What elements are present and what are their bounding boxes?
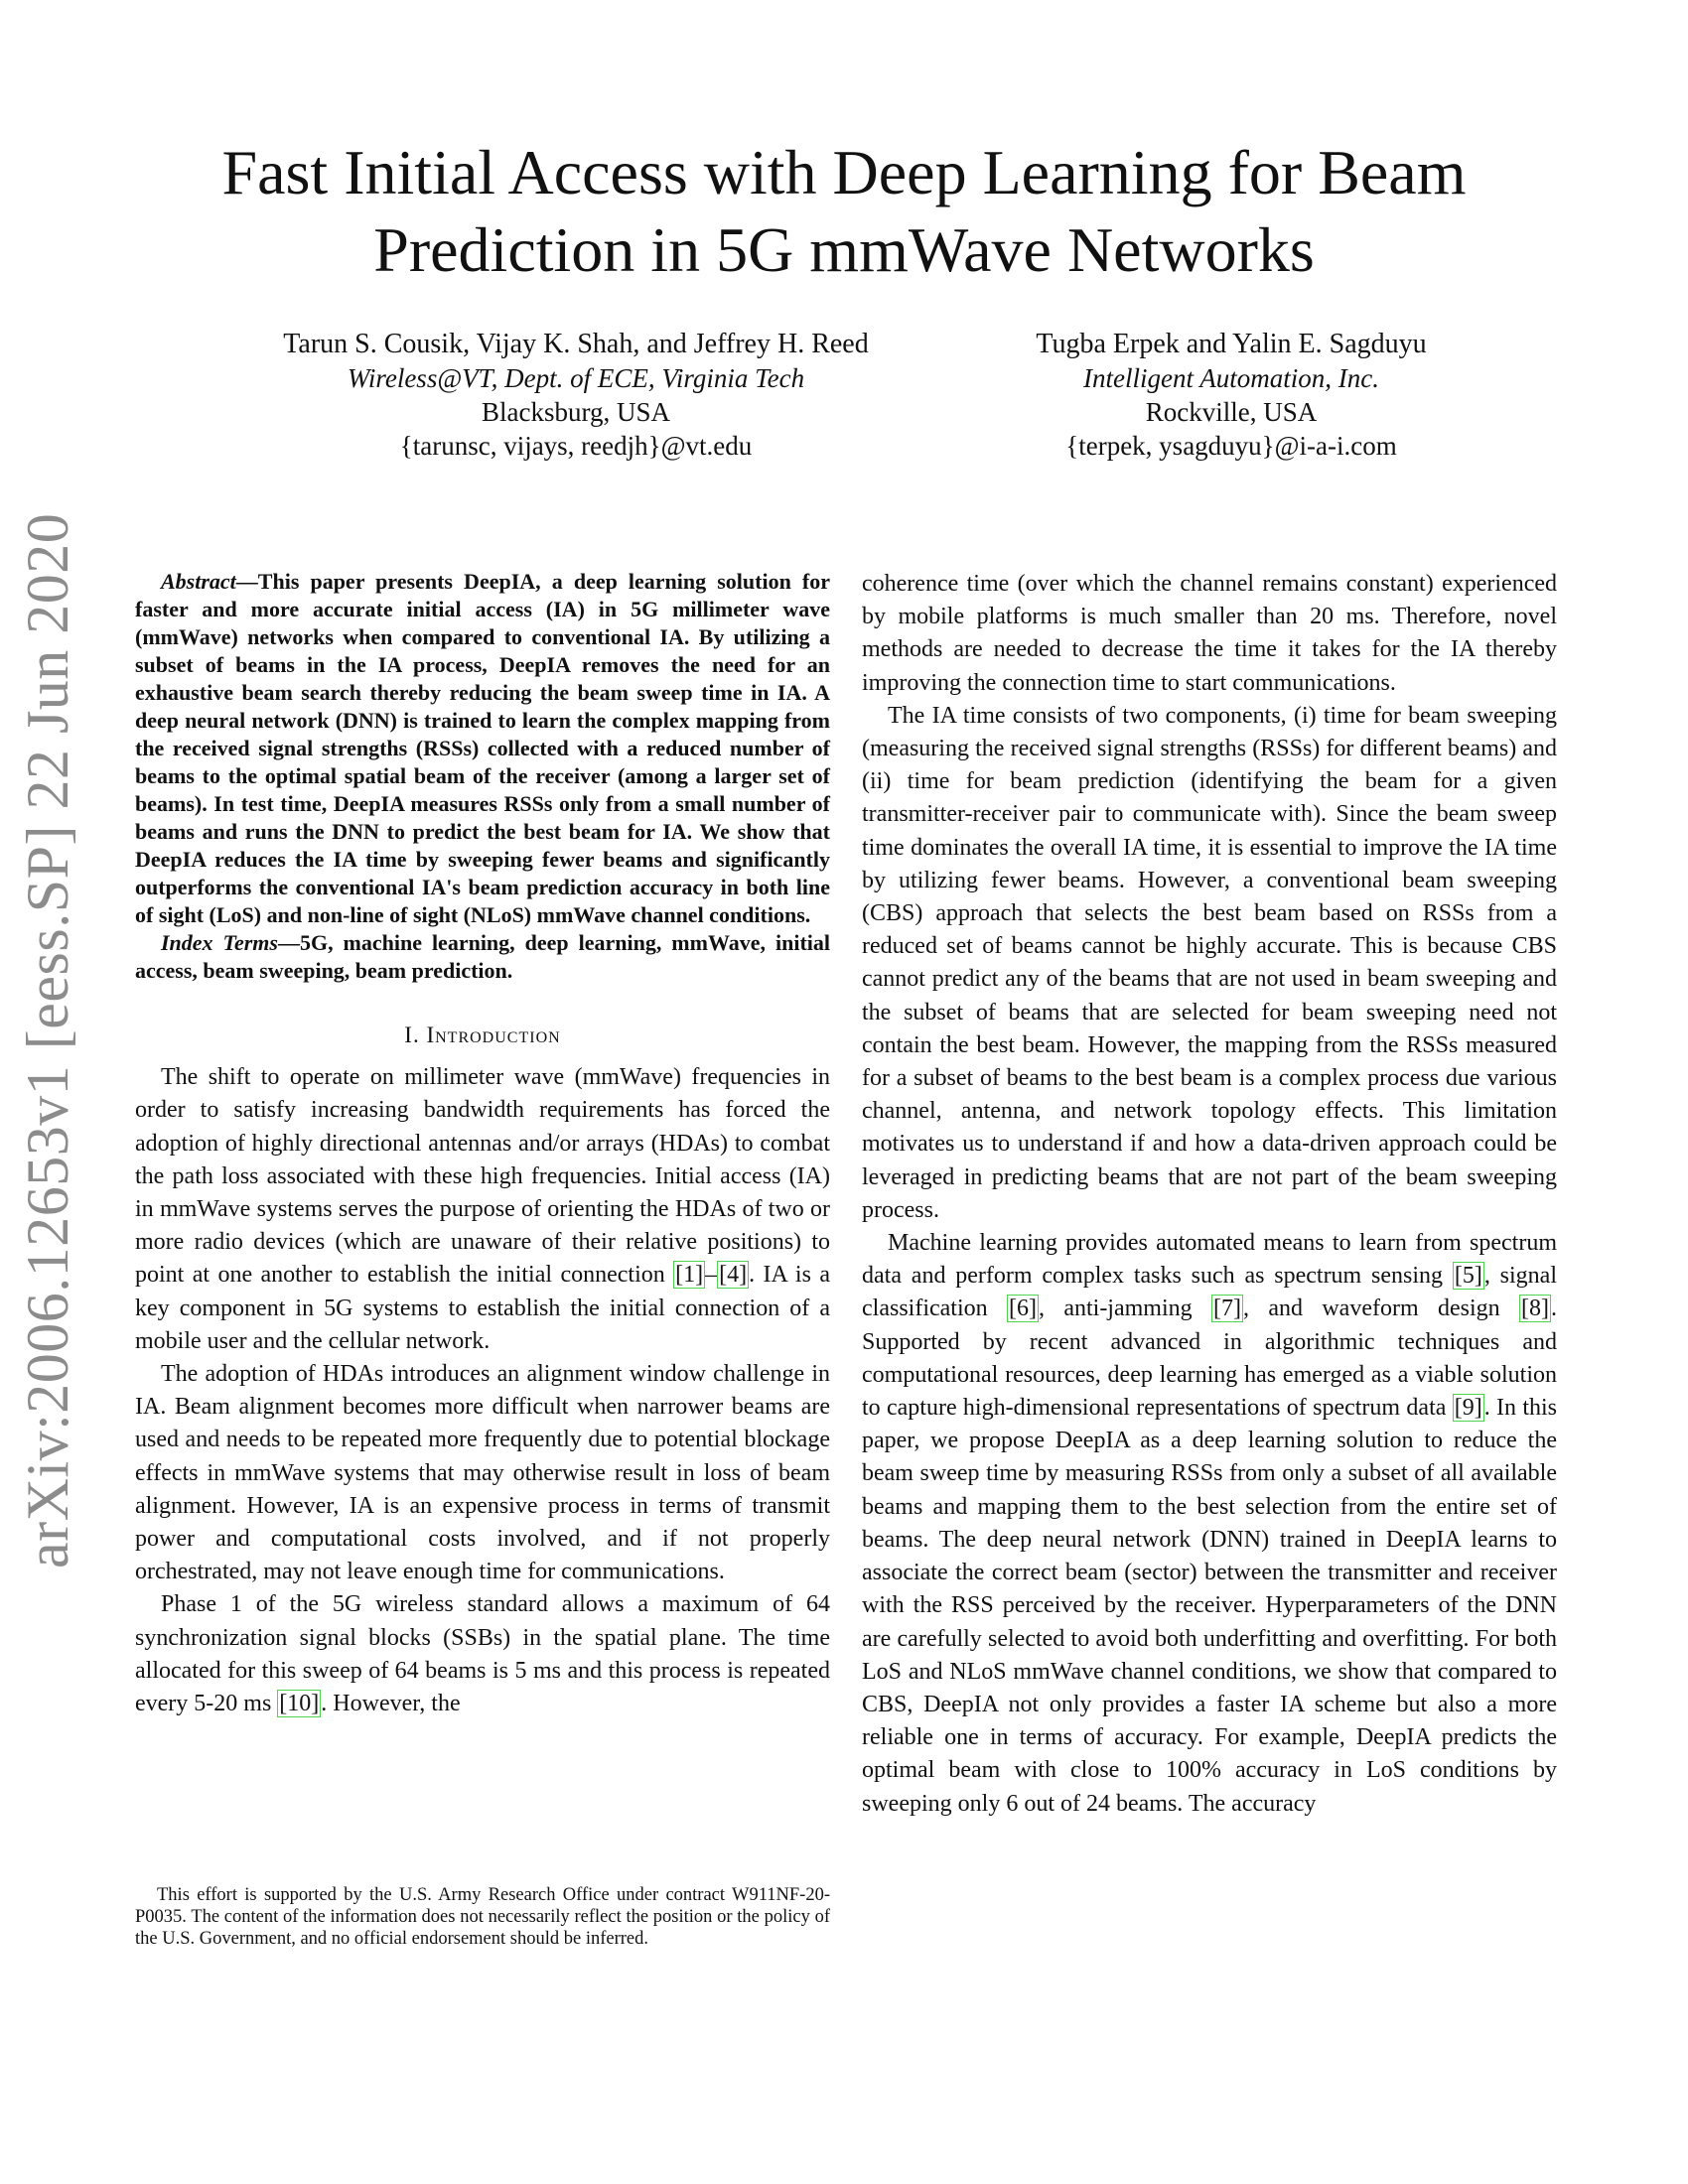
citation-link[interactable]: [1] xyxy=(675,1262,704,1289)
paragraph-text: Machine learning provides automated means to learn from spectrum data and perform complex tasks such as spectrum sensing xyxy=(862,1230,1557,1290)
section-number: I. xyxy=(404,1023,420,1047)
paragraph xyxy=(135,1061,830,1358)
index-terms-label: Index Terms xyxy=(161,930,278,955)
left-column xyxy=(135,568,830,1720)
citation-link[interactable]: [9] xyxy=(1454,1395,1482,1422)
paragraph-text: . However, the xyxy=(321,1691,461,1717)
paragraph-text: . Supported by recent advanced in algorithmic techniques and computational resources, deep learning has emerged as a viable solution to capture high-dimensional representations of spectrum data xyxy=(862,1296,1557,1422)
paragraph-text: . In this paper, we propose DeepIA as a deep learning solution to reduce the beam sweep time by measuring RSSs from only a subset of all available beams and mapping them to the best selection from the entire set of beams. The deep neural network (DNN) trained in DeepIA learns to associate the correct beam (sector) between the transmitter and receiver with the RSS perceived by the receiver. Hyperparameters of the DNN are carefully selected to avoid both underfitting and overfitting. For both LoS and NLoS mmWave channel conditions, we show that compared to CBS, DeepIA not only provides a faster IA scheme but also a more reliable one in terms of accuracy. For example, DeepIA predicts the optimal beam with close to 100% accuracy in LoS conditions by sweeping only 6 out of 24 beams. The accuracy xyxy=(862,1395,1557,1817)
author-email: {tarunsc, vijays, reedjh}@vt.edu xyxy=(399,431,753,461)
arxiv-identifier: arXiv:2006.12653v1 [eess.SP] 22 Jun 2020 xyxy=(15,512,80,1569)
paragraph-text: Phase 1 of the 5G wireless standard allows a maximum of 64 synchronization signal blocks (SSBs) in the spatial plane. The time allocated for this sweep of 64 beams is 5 ms and this process is repeated every 5-20 ms xyxy=(135,1591,830,1717)
paragraph: The adoption of HDAs introduces an alignment window challenge in IA. Beam alignment becomes more difficult when narrower beams are used and needs to be repeated more frequently due to potential blockage effects in mmWave systems that may otherwise result in loss of beam alignment. However, IA is an expensive process in terms of transmit power and computational costs involved, and if not properly orchestrated, may not leave enough time for communications. xyxy=(135,1361,830,1585)
abstract-label: Abstract xyxy=(161,569,236,594)
funding-footnote: This effort is supported by the U.S. Army Research Office under contract W911NF-20-P0035. The content of the information does not necessarily reflect the position or the policy of the U.S. Government, and no official endorsement should be inferred. xyxy=(135,1885,830,1949)
index-terms: Index Terms—5G, machine learning, deep learning, mmWave, initial access, beam sweeping, beam prediction. xyxy=(135,930,830,983)
paragraph: coherence time (over which the channel remains constant) experienced by mobile platforms is much smaller than 20 ms. Therefore, novel methods are needed to decrease the time it takes for the IA thereby improving the connection time to start communications. xyxy=(862,571,1557,696)
paragraph: The IA time consists of two components, (i) time for beam sweeping (measuring the received signal strengths (RSSs) for different beams) and (ii) time for beam prediction (identifying the beam for a given transmitter-receiver pair to communicate with). Since the beam sweep time dominates the overall IA time, it is essential to improve the IA time by utilizing fewer beams. However, a conventional beam sweeping (CBS) approach that selects the best beam based on RSSs from a reduced set of beams cannot be highly accurate. This is because CBS cannot predict any of the beams that are not used in beam sweeping and the subset of beams that are selected for beam sweeping need not contain the best beam. However, the mapping from the RSSs measured for a subset of beams to the best beam is a complex process due various channel, antenna, and network topology effects. This limitation motivates us to understand if and how a data-driven approach could be leveraged in predicting beams that are not part of the beam sweeping process. xyxy=(862,702,1557,1223)
right-column xyxy=(862,568,1557,1821)
author-names: Tarun S. Cousik, Vijay K. Shah, and Jeffrey H. Reed xyxy=(283,329,869,359)
author-affiliation: Intelligent Automation, Inc. xyxy=(1083,363,1379,393)
citation-link[interactable]: [4] xyxy=(719,1262,748,1289)
index-terms-text: 5G, machine learning, deep learning, mmWave, initial access, beam sweeping, beam prediction. xyxy=(135,930,830,983)
author-block-vt xyxy=(228,328,923,463)
paragraph xyxy=(135,1588,830,1720)
citation-link[interactable]: [8] xyxy=(1521,1296,1549,1322)
author-email: {terpek, ysagduyu}@i-a-i.com xyxy=(1065,431,1397,461)
abstract-text: This paper presents DeepIA, a deep learning solution for faster and more accurate initial access (IA) in 5G millimeter wave (mmWave) networks when compared to conventional IA. By utilizing a subset of beams in the IA process, DeepIA removes the need for an exhaustive beam search thereby reducing the beam sweep time in IA. A deep neural network (DNN) is trained to learn the complex mapping from the received signal strengths (RSSs) collected with a reduced number of beams to the optimal spatial beam of the receiver (among a larger set of beams). In test time, DeepIA measures RSSs only from a small number of beams and runs the DNN to predict the best beam for IA. We show that DeepIA reduces the IA time by sweeping fewer beams and significantly outperforms the conventional IA's beam prediction accuracy in both line of sight (LoS) and non-line of sight (NLoS) mmWave channel conditions. xyxy=(135,569,830,927)
section-heading xyxy=(135,1019,830,1051)
paragraph-text: . IA is a key component in 5G systems to establish the initial connection of a mobile user and the cellular network. xyxy=(135,1262,830,1354)
author-affiliation: Wireless@VT, Dept. of ECE, Virginia Tech xyxy=(347,363,805,393)
author-location: Rockville, USA xyxy=(1145,397,1318,427)
paragraph-text: , and waveform design xyxy=(1242,1296,1520,1322)
paper-title: Fast Initial Access with Deep Learning for Beam Prediction in 5G mmWave Networks xyxy=(221,137,1467,285)
citation-link[interactable]: [6] xyxy=(1008,1296,1037,1322)
range-dash: – xyxy=(705,1262,718,1289)
abstract: Abstract—This paper presents DeepIA, a deep learning solution for faster and more accurate initial access (IA) in 5G millimeter wave (mmWave) networks when compared to conventional IA. By utilizing a subset of beams in the IA process, DeepIA removes the need for an exhaustive beam search thereby reducing the beam sweep time in IA. A deep neural network (DNN) is trained to learn the complex mapping from the received signal strengths (RSSs) collected with a reduced number of beams to the optimal spatial beam of the receiver (among a larger set of beams). In test time, DeepIA measures RSSs only from a small number of beams and runs the DNN to predict the best beam for IA. We show that DeepIA reduces the IA time by sweeping fewer beams and significantly outperforms the conventional IA's beam prediction accuracy in both line of sight (LoS) and non-line of sight (NLoS) mmWave channel conditions. xyxy=(135,569,830,927)
author-block-iai xyxy=(993,328,1470,463)
citation-link[interactable]: [7] xyxy=(1213,1296,1241,1322)
citation-link[interactable]: [5] xyxy=(1454,1263,1482,1290)
author-location: Blacksburg, USA xyxy=(481,397,670,427)
section-title: Introduction xyxy=(426,1023,561,1047)
paragraph xyxy=(862,1227,1557,1821)
paragraph-text: , anti-jamming xyxy=(1038,1296,1211,1322)
paragraph-text: , signal classification xyxy=(862,1263,1558,1322)
paragraph-text: The shift to operate on millimeter wave (mmWave) frequencies in order to satisfy increasing bandwidth requirements has forced the adoption of highly directional antennas and/or arrays (HDAs) to combat the path loss associated with these high frequencies. Initial access (IA) in mmWave systems serves the purpose of orienting the HDAs of two or more radio devices (which are unaware of their relative positions) to point at one another to establish the initial connection xyxy=(135,1064,830,1289)
author-names: Tugba Erpek and Yalin E. Sagduyu xyxy=(1036,329,1427,359)
citation-link[interactable]: [10] xyxy=(279,1691,320,1717)
